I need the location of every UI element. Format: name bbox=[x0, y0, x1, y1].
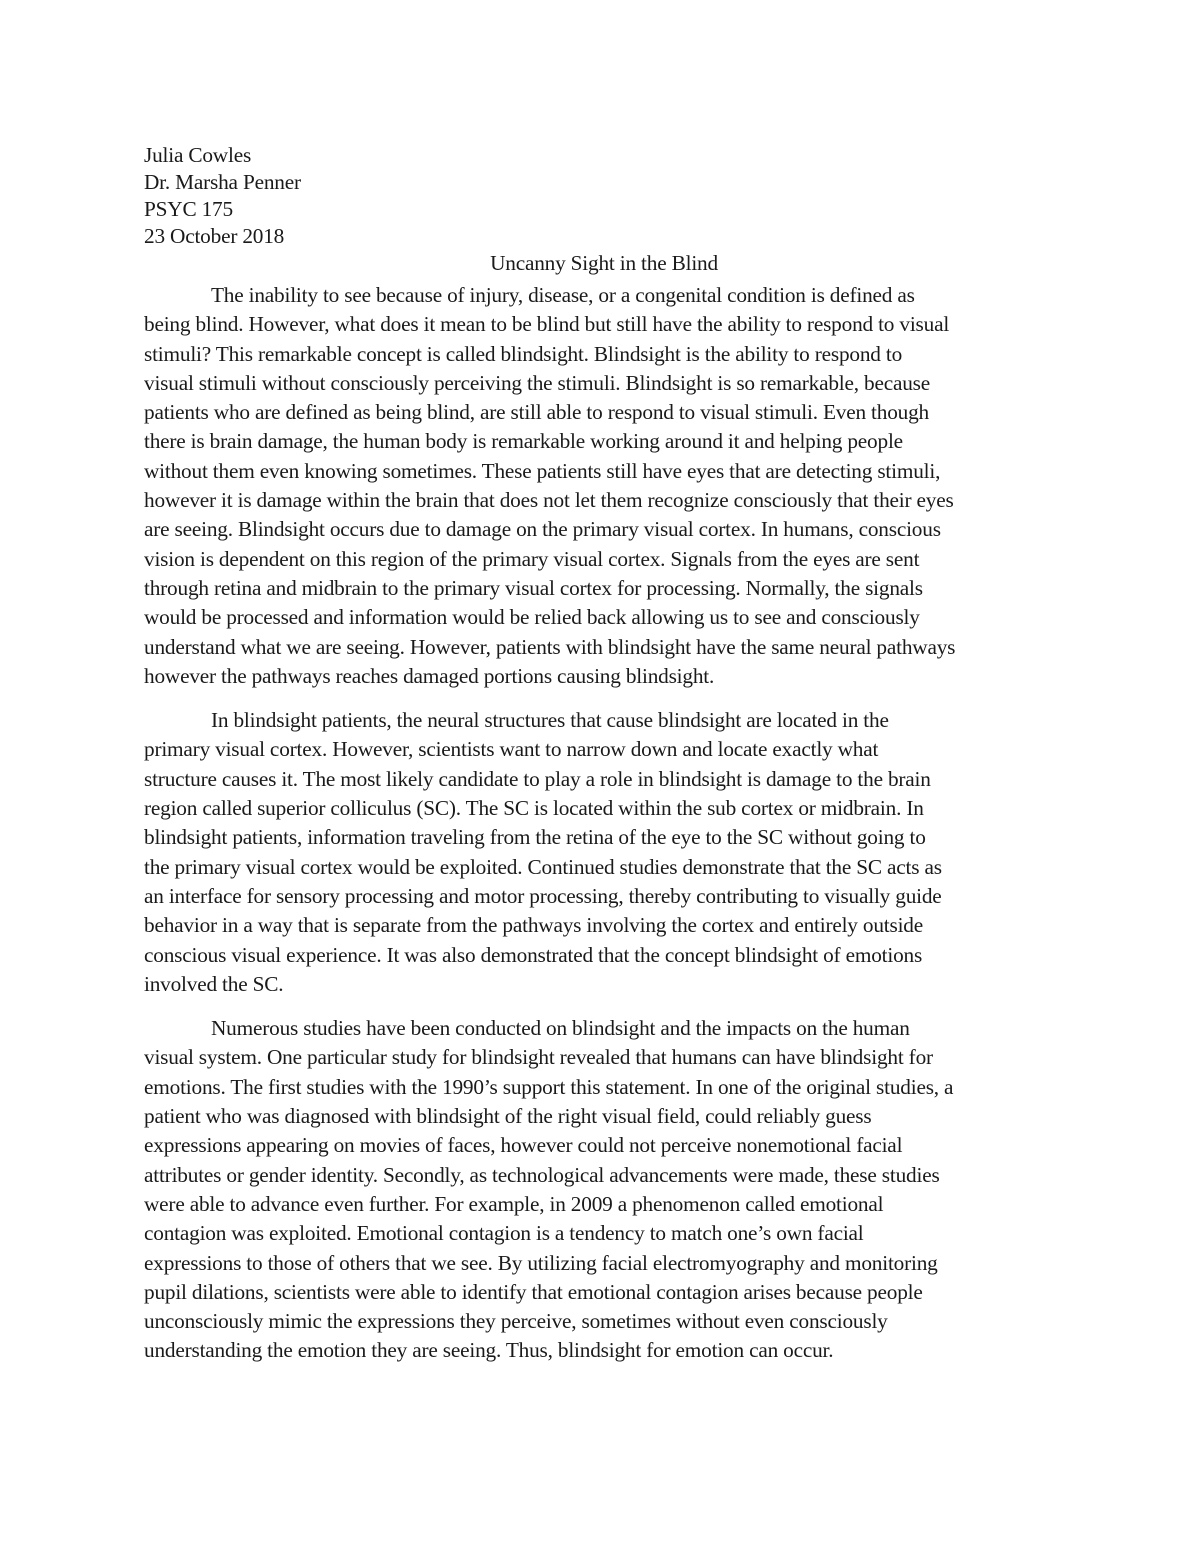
paragraph-line: without them even knowing sometimes. These patients still have eyes that are detecting stimuli, bbox=[144, 458, 941, 483]
essay-date: 23 October 2018 bbox=[144, 224, 285, 248]
paragraph-line: patients who are defined as being blind, are still able to respond to visual stimuli. Even though bbox=[144, 400, 929, 425]
paragraph-line: through retina and midbrain to the primary visual cortex for processing. Normally, the signals bbox=[144, 575, 923, 600]
body-paragraph bbox=[144, 706, 1064, 999]
essay-title: Uncanny Sight in the Blind bbox=[490, 251, 718, 275]
paragraph-line: patient who was diagnosed with blindsight of the right visual field, could reliably guess bbox=[144, 1104, 872, 1129]
paragraph-line: pupil dilations, scientists were able to identify that emotional contagion arises because people bbox=[144, 1279, 923, 1304]
paragraph-line: The inability to see because of injury, disease, or a congenital condition is defined as bbox=[211, 283, 915, 307]
paragraph-line: are seeing. Blindsight occurs due to damage on the primary visual cortex. In humans, conscious bbox=[144, 517, 941, 542]
paragraph-line: however it is damage within the brain that does not let them recognize consciously that their eyes bbox=[144, 488, 954, 513]
paragraph-line: Numerous studies have been conducted on blindsight and the impacts on the human bbox=[211, 1016, 910, 1041]
body-paragraph bbox=[144, 281, 1064, 691]
paragraph-line: contagion was exploited. Emotional contagion is a tendency to match one’s own facial bbox=[144, 1221, 864, 1246]
paragraph-line: understand what we are seeing. However, patients with blindsight have the same neural pathways bbox=[144, 634, 956, 659]
essay-body bbox=[144, 281, 1064, 1366]
author-name: Julia Cowles bbox=[144, 143, 252, 167]
instructor-name: Dr. Marsha Penner bbox=[144, 170, 301, 194]
paragraph-line: emotions. The first studies with the 1990’s support this statement. In one of the original studies, a bbox=[144, 1074, 954, 1099]
paragraph-line: expressions to those of others that we see. By utilizing facial electromyography and monitoring bbox=[144, 1250, 938, 1275]
paragraph-line: conscious visual experience. It was also demonstrated that the concept blindsight of emotions bbox=[144, 942, 923, 967]
course-code: PSYC 175 bbox=[144, 197, 233, 221]
paragraph-line: the primary visual cortex would be exploited. Continued studies demonstrate that the SC acts as bbox=[144, 854, 942, 879]
paragraph-line: stimuli? This remarkable concept is called blindsight. Blindsight is the ability to respond to bbox=[144, 341, 903, 366]
paragraph-line: blindsight patients, information traveling from the retina of the eye to the SC without going to bbox=[144, 825, 926, 850]
paragraph-line: understanding the emotion they are seeing. Thus, blindsight for emotion can occur. bbox=[144, 1338, 834, 1363]
paragraph-line: an interface for sensory processing and motor processing, thereby contributing to visually guide bbox=[144, 883, 942, 908]
paragraph-line: however the pathways reaches damaged portions causing blindsight. bbox=[144, 663, 715, 688]
paragraph-line: visual stimuli without consciously perceiving the stimuli. Blindsight is so remarkable, because bbox=[144, 370, 931, 395]
paragraph-line: involved the SC. bbox=[144, 971, 284, 996]
document-content bbox=[144, 142, 1064, 1366]
paragraph-line: unconsciously mimic the expressions they perceive, sometimes without even consciously bbox=[144, 1309, 888, 1334]
paragraph-line: attributes or gender identity. Secondly, as technological advancements were made, these studies bbox=[144, 1162, 940, 1187]
paragraph-line: would be processed and information would be relied back allowing us to see and consciously bbox=[144, 605, 920, 630]
paragraph-line: visual system. One particular study for blindsight revealed that humans can have blindsight for bbox=[144, 1045, 933, 1070]
paragraph-line: being blind. However, what does it mean to be blind but still have the ability to respond to visual bbox=[144, 312, 950, 337]
paragraph-line: were able to advance even further. For example, in 2009 a phenomenon called emotional bbox=[144, 1191, 884, 1216]
paragraph-line: expressions appearing on movies of faces, however could not perceive nonemotional facial bbox=[144, 1133, 903, 1158]
body-paragraph bbox=[144, 1014, 1064, 1366]
paragraph-line: region called superior colliculus (SC). The SC is located within the sub cortex or midbrain. In bbox=[144, 796, 924, 821]
paragraph-line: behavior in a way that is separate from the pathways involving the cortex and entirely outside bbox=[144, 913, 924, 938]
paragraph-line: there is brain damage, the human body is remarkable working around it and helping people bbox=[144, 429, 903, 454]
paragraph-line: In blindsight patients, the neural structures that cause blindsight are located in the bbox=[211, 708, 889, 733]
paragraph-line: structure causes it. The most likely candidate to play a role in blindsight is damage to the brain bbox=[144, 766, 931, 791]
paragraph-line: vision is dependent on this region of the primary visual cortex. Signals from the eyes are sent bbox=[144, 546, 920, 571]
paragraph-line: primary visual cortex. However, scientists want to narrow down and locate exactly what bbox=[144, 737, 879, 762]
